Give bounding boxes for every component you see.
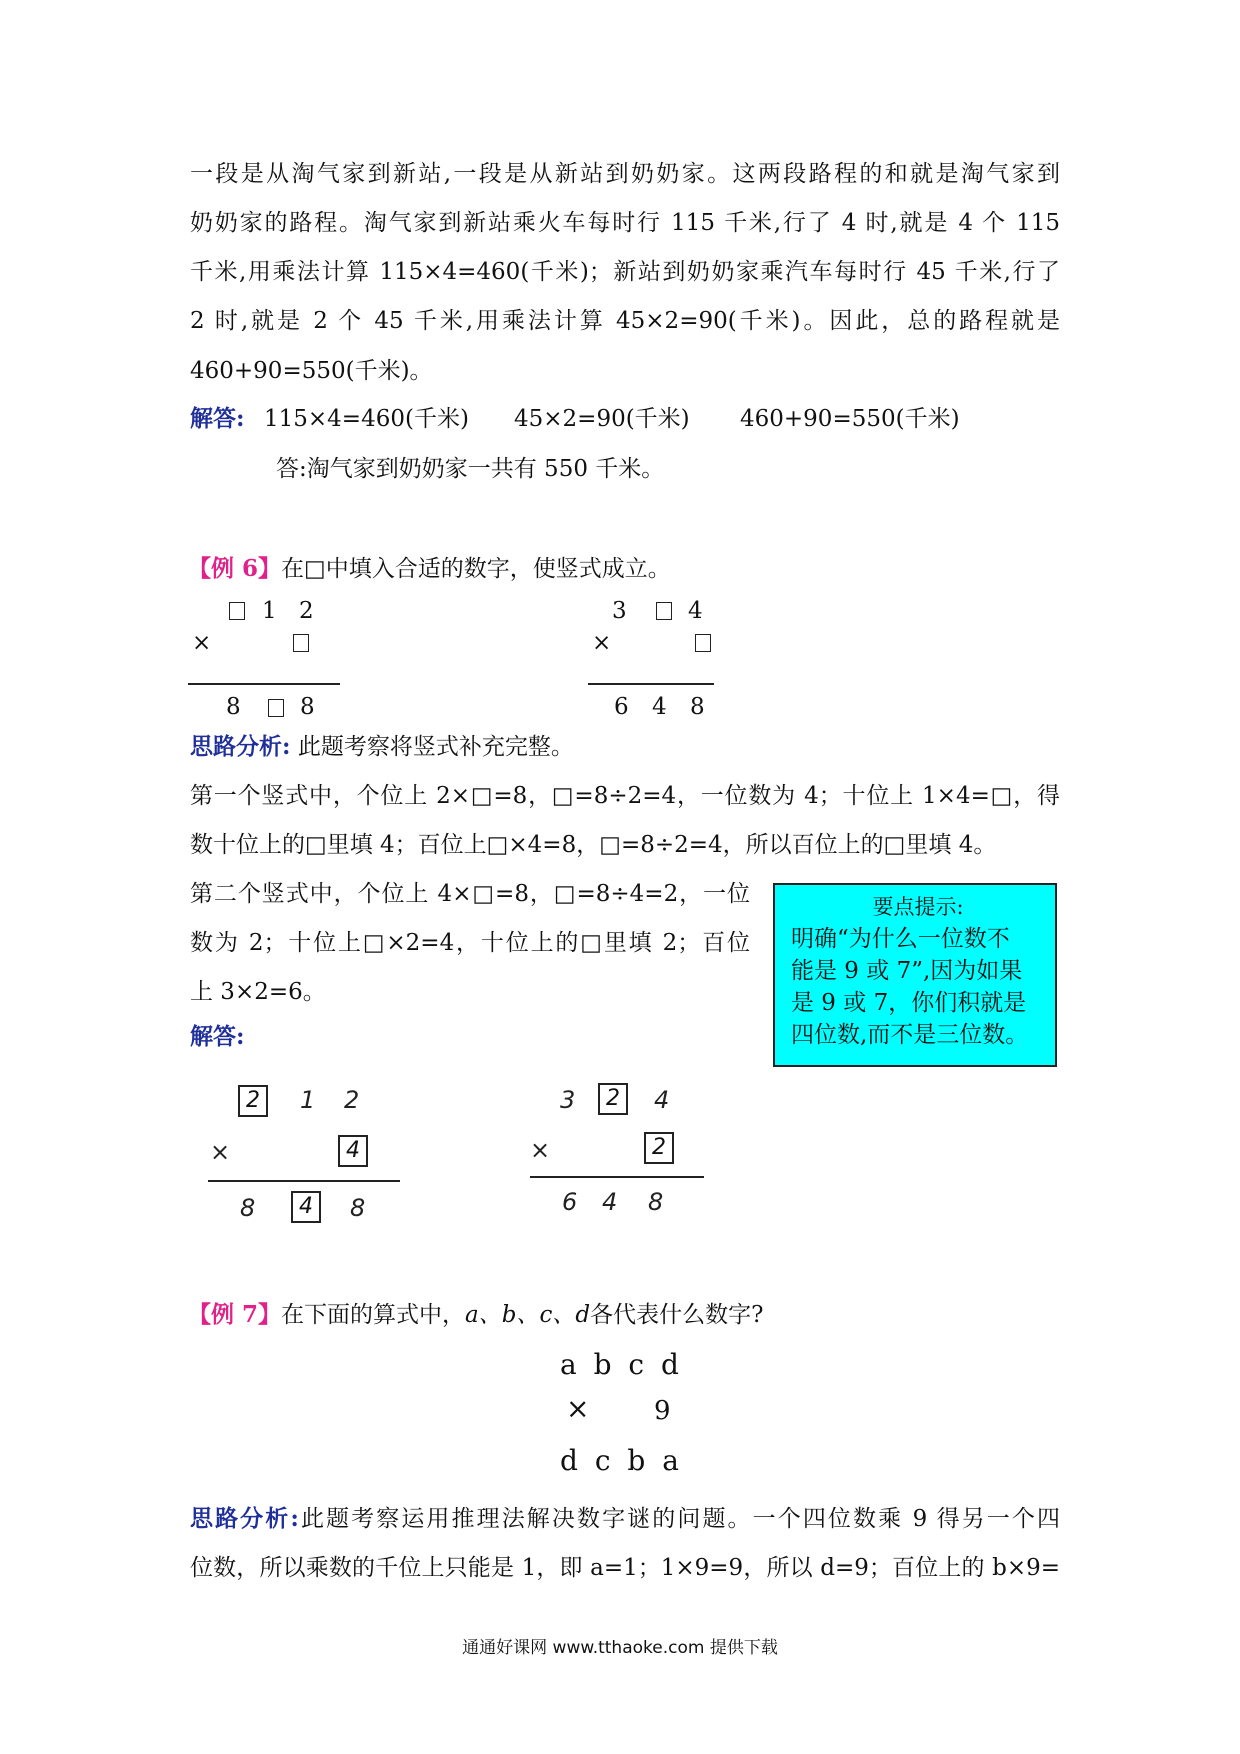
puzzle-multiplier: 9 bbox=[654, 1396, 671, 1426]
hand-digit: 1 bbox=[300, 1086, 316, 1114]
paragraph-line: 奶奶家的路程。淘气家到新站乘火车每时行 115 千米,行了 4 时,就是 4 个 115 bbox=[190, 210, 1060, 236]
answer-calc: 45×2=90(千米) bbox=[514, 406, 690, 432]
analysis-heading bbox=[190, 732, 574, 762]
example-question: 各代表什么数字? bbox=[590, 1302, 764, 1328]
paragraph-line: 460+90=550(千米)。 bbox=[190, 358, 433, 384]
tip-line: 明确“为什么一位数不 bbox=[791, 926, 1010, 952]
example-tag: 【例 7】 bbox=[188, 1301, 282, 1328]
example6-heading bbox=[188, 554, 671, 584]
filled-box: 4 bbox=[291, 1191, 321, 1223]
puzzle-times: × bbox=[566, 1392, 590, 1425]
hand-digit: 6 bbox=[562, 1188, 578, 1216]
puzzle-row: a b c d bbox=[560, 1348, 683, 1381]
digit: 2 bbox=[299, 598, 314, 624]
tip-line: 能是 9 或 7”,因为如果 bbox=[791, 958, 1023, 984]
analysis-line bbox=[190, 1503, 1060, 1535]
hand-digit: 2 bbox=[344, 1086, 360, 1114]
tip-title: 要点提示: bbox=[872, 895, 964, 919]
example-question: 在□中填入合适的数字，使竖式成立。 bbox=[281, 556, 671, 582]
answer-label: 解答: bbox=[190, 1023, 245, 1050]
digit: 6 bbox=[614, 694, 629, 720]
tip-box bbox=[773, 883, 1057, 1067]
blank-box bbox=[695, 634, 711, 652]
answer-conclusion: 答:淘气家到奶奶家一共有 550 千米。 bbox=[276, 456, 665, 482]
digit: 3 bbox=[612, 598, 627, 624]
blank-box bbox=[293, 634, 309, 652]
equation-rule bbox=[588, 683, 714, 685]
example-tag: 【例 6】 bbox=[188, 555, 282, 582]
hand-digit: 4 bbox=[654, 1086, 670, 1114]
analysis-text: 此题考察运用推理法解决数字谜的问题。一个四位数乘 9 得另一个四 bbox=[298, 1506, 1060, 1532]
blank-box bbox=[229, 602, 245, 620]
filled-box: 2 bbox=[644, 1132, 674, 1164]
analysis-line: 数为 2；十位上□×2=4，十位上的□里填 2；百位 bbox=[190, 930, 750, 956]
example-question: 在下面的算式中， bbox=[281, 1302, 466, 1328]
answer-calc: 115×4=460(千米) bbox=[264, 406, 469, 432]
blank-box bbox=[656, 602, 672, 620]
paragraph-line: 一段是从淘气家到新站,一段是从新站到奶奶家。这两段路程的和就是淘气家到 bbox=[190, 161, 1060, 187]
hand-rule bbox=[208, 1180, 400, 1182]
digit: 8 bbox=[690, 694, 705, 720]
analysis-label: 思路分析: bbox=[190, 733, 291, 760]
times-sign: × bbox=[592, 630, 612, 656]
page-footer: 通通好课网 www.tthaoke.com 提供下载 bbox=[462, 1638, 778, 1658]
hand-digit: 8 bbox=[350, 1194, 366, 1222]
hand-digit: 8 bbox=[648, 1188, 664, 1216]
hand-digit: 4 bbox=[602, 1188, 618, 1216]
analysis-line: 上 3×2=6。 bbox=[190, 979, 326, 1005]
puzzle-row: d c b a bbox=[560, 1444, 683, 1477]
answer-calc: 460+90=550(千米) bbox=[740, 406, 960, 432]
paragraph-line: 千米,用乘法计算 115×4=460(千米)；新站到奶奶家乘汽车每时行 45 千米,行了 bbox=[190, 259, 1060, 285]
digit: 1 bbox=[262, 598, 277, 624]
analysis-line: 第一个竖式中，个位上 2×□=8，□=8÷2=4，一位数为 4；十位上 1×4=□，得 bbox=[190, 783, 1060, 809]
hand-times: × bbox=[530, 1136, 551, 1164]
analysis-intro: 此题考察将竖式补充完整。 bbox=[297, 734, 574, 760]
filled-box: 2 bbox=[238, 1085, 268, 1117]
paragraph-line: 2 时,就是 2 个 45 千米,用乘法计算 45×2=90(千米)。因此，总的路程就是 bbox=[190, 308, 1060, 334]
analysis-line: 位数，所以乘数的千位上只能是 1，即 a=1；1×9=9，所以 d=9；百位上的 b×9= bbox=[190, 1555, 1060, 1581]
digit: 4 bbox=[688, 598, 703, 624]
hand-digit: 3 bbox=[560, 1086, 576, 1114]
digit: 8 bbox=[300, 694, 315, 720]
analysis-line: 第二个竖式中，个位上 4×□=8，□=8÷4=2，一位 bbox=[190, 881, 750, 907]
answer-label: 解答: bbox=[190, 405, 245, 432]
times-sign: × bbox=[192, 630, 212, 656]
filled-box: 4 bbox=[338, 1135, 368, 1167]
tip-line: 是 9 或 7，你们积就是 bbox=[791, 990, 1027, 1016]
digit: 8 bbox=[226, 694, 241, 720]
hand-digit: 8 bbox=[240, 1194, 256, 1222]
analysis-line: 数十位上的□里填 4；百位上□×4=8，□=8÷2=4，所以百位上的□里填 4。 bbox=[190, 832, 997, 858]
hand-rule bbox=[530, 1176, 704, 1178]
hand-times: × bbox=[210, 1138, 231, 1166]
equation-rule bbox=[188, 683, 340, 685]
example7-heading bbox=[188, 1300, 763, 1330]
digit: 4 bbox=[652, 694, 667, 720]
filled-box: 2 bbox=[598, 1083, 628, 1115]
tip-line: 四位数,而不是三位数。 bbox=[791, 1022, 1029, 1048]
blank-box bbox=[268, 699, 284, 717]
analysis-label: 思路分析: bbox=[190, 1505, 299, 1532]
example-vars: a、b、c、d bbox=[465, 1302, 591, 1328]
